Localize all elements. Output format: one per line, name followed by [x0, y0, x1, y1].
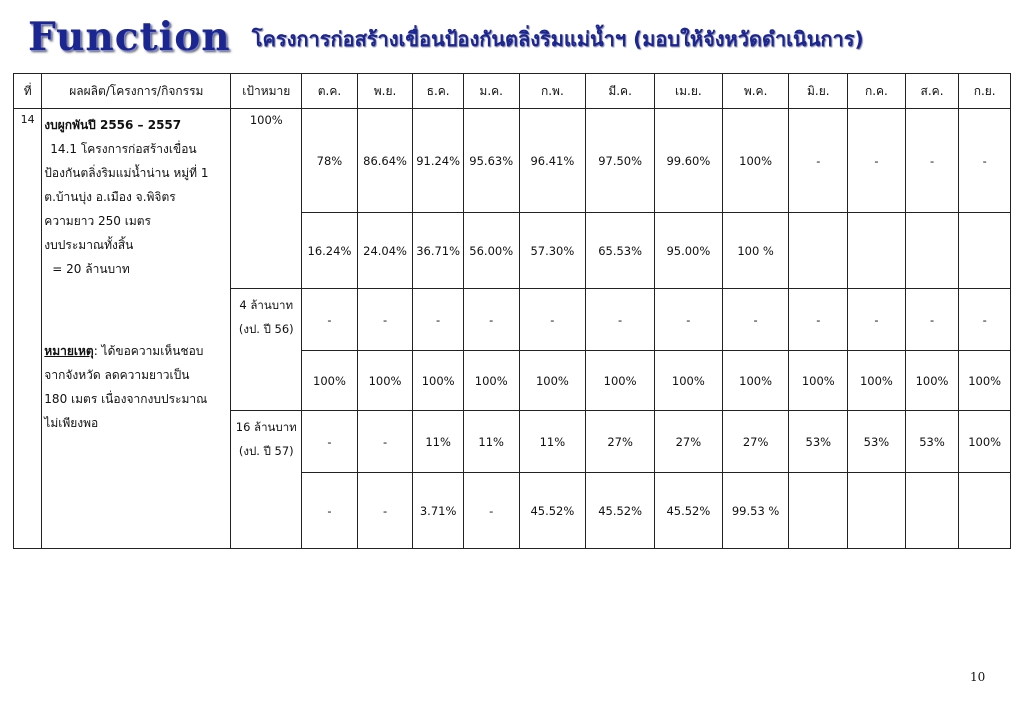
- column-header: มี.ค.: [586, 74, 655, 109]
- table-cell: 11%: [463, 411, 519, 473]
- target-line: (งป. ปี 56): [238, 322, 294, 336]
- table-cell: 100%: [848, 351, 906, 411]
- table-cell: 99.60%: [655, 109, 723, 213]
- table-row: [14, 109, 1011, 213]
- table-cell: 53%: [789, 411, 848, 473]
- table-cell: -: [463, 473, 519, 549]
- table-cell: 45.52%: [519, 473, 586, 549]
- table-cell: 27%: [586, 411, 655, 473]
- table-cell: 100%: [722, 351, 789, 411]
- column-header: ที่: [14, 74, 42, 109]
- schedule-table: [13, 73, 1011, 549]
- product-line: ป้องกันตลิ่งริมแม่น้ำน่าน หมู่ที่ 1: [44, 166, 209, 180]
- product-line: 14.1 โครงการก่อสร้างเขื่อน: [50, 142, 197, 156]
- table-cell: 57.30%: [519, 213, 586, 289]
- table-cell: 100%: [655, 351, 723, 411]
- table-cell: 100%: [463, 351, 519, 411]
- budget-heading: งบผูกพันปี 2556 – 2557: [44, 118, 182, 132]
- table-cell: -: [302, 473, 358, 549]
- note-line: 180 เมตร เนื่องจากงบประมาณ: [44, 392, 208, 406]
- table-cell: 56.00%: [463, 213, 519, 289]
- table-cell: -: [959, 289, 1011, 351]
- table-cell: 100%: [413, 351, 464, 411]
- table-cell: [905, 213, 959, 289]
- note-label: หมายเหตุ: [44, 344, 94, 358]
- table-cell: 100%: [905, 351, 959, 411]
- table-cell: -: [463, 289, 519, 351]
- column-header: พ.ค.: [722, 74, 789, 109]
- table-cell: 100%: [959, 411, 1011, 473]
- table-cell: -: [905, 109, 959, 213]
- table-cell: -: [789, 109, 848, 213]
- table-cell: 53%: [848, 411, 906, 473]
- table-cell: 96.41%: [519, 109, 586, 213]
- page-header: [28, 10, 864, 64]
- table-cell: [789, 473, 848, 549]
- table-cell: 27%: [655, 411, 723, 473]
- column-header: ก.ย.: [959, 74, 1011, 109]
- product-line: ความยาว 250 เมตร: [44, 214, 152, 228]
- table-cell: -: [789, 289, 848, 351]
- table-cell: -: [848, 289, 906, 351]
- column-header: พ.ย.: [357, 74, 413, 109]
- column-header: ต.ค.: [302, 74, 358, 109]
- target-value: [231, 411, 302, 549]
- target-value: 100%: [231, 109, 302, 289]
- table-cell: [905, 473, 959, 549]
- note-text: : ได้ขอความเห็นชอบ: [93, 344, 204, 358]
- table-cell: 45.52%: [655, 473, 723, 549]
- column-header: เม.ย.: [655, 74, 723, 109]
- table-cell: -: [655, 289, 723, 351]
- column-header: ม.ค.: [463, 74, 519, 109]
- table-cell: 53%: [905, 411, 959, 473]
- target-line: (งป. ปี 57): [238, 444, 294, 458]
- page-subtitle: โครงการก่อสร้างเขื่อนป้องกันตลิ่งริมแม่น้ำฯ (มอบให้จังหวัดดำเนินการ): [251, 27, 864, 51]
- table-cell: 45.52%: [586, 473, 655, 549]
- table-cell: -: [357, 411, 413, 473]
- table-cell: [848, 473, 906, 549]
- product-line: = 20 ล้านบาท: [52, 262, 130, 276]
- spacer: [44, 281, 228, 339]
- product-description: [42, 109, 231, 549]
- table-cell: 16.24%: [302, 213, 358, 289]
- column-header: ก.ค.: [848, 74, 906, 109]
- table-cell: -: [357, 289, 413, 351]
- note-line: จากจังหวัด ลดความยาวเป็น: [44, 368, 190, 382]
- table-cell: 78%: [302, 109, 358, 213]
- table-cell: 97.50%: [586, 109, 655, 213]
- table-cell: -: [357, 473, 413, 549]
- column-header: ธ.ค.: [413, 74, 464, 109]
- target-value: [231, 289, 302, 411]
- table-cell: 100%: [789, 351, 848, 411]
- table-cell: -: [848, 109, 906, 213]
- table-cell: 100%: [357, 351, 413, 411]
- table-cell: [959, 473, 1011, 549]
- product-line: ต.บ้านบุ่ง อ.เมือง จ.พิจิตร: [44, 190, 176, 204]
- note-line: [44, 339, 228, 363]
- target-line: 16 ล้านบาท: [235, 420, 297, 434]
- product-line: งบประมาณทั้งสิ้น: [44, 238, 134, 252]
- table-cell: -: [722, 289, 789, 351]
- table-cell: 91.24%: [413, 109, 464, 213]
- table-cell: 36.71%: [413, 213, 464, 289]
- column-header: มิ.ย.: [789, 74, 848, 109]
- table-cell: -: [519, 289, 586, 351]
- column-header: ผลผลิต/โครงการ/กิจกรรม: [42, 74, 231, 109]
- table-cell: -: [905, 289, 959, 351]
- table-cell: [848, 213, 906, 289]
- item-number: 14: [14, 109, 42, 549]
- note-line: ไม่เพียงพอ: [44, 416, 99, 430]
- table-cell: -: [586, 289, 655, 351]
- table-cell: 99.53 %: [722, 473, 789, 549]
- table-cell: 11%: [413, 411, 464, 473]
- page-number: 10: [970, 670, 986, 684]
- table-cell: -: [302, 289, 358, 351]
- table-cell: 95.00%: [655, 213, 723, 289]
- table-cell: 100%: [302, 351, 358, 411]
- table-cell: 86.64%: [357, 109, 413, 213]
- table-cell: 100%: [586, 351, 655, 411]
- table-header-row: [14, 74, 1011, 109]
- table-cell: -: [959, 109, 1011, 213]
- table-cell: -: [413, 289, 464, 351]
- table-cell: 100%: [959, 351, 1011, 411]
- target-line: 4 ล้านบาท: [239, 298, 294, 312]
- table-cell: 100%: [519, 351, 586, 411]
- column-header: ส.ค.: [905, 74, 959, 109]
- table-cell: 65.53%: [586, 213, 655, 289]
- table-cell: 100%: [722, 109, 789, 213]
- column-header: ก.พ.: [519, 74, 586, 109]
- table-cell: -: [302, 411, 358, 473]
- table-cell: [959, 213, 1011, 289]
- page-title: Function: [28, 14, 231, 60]
- table-cell: 100 %: [722, 213, 789, 289]
- table-cell: 3.71%: [413, 473, 464, 549]
- table-cell: 27%: [722, 411, 789, 473]
- table-cell: 24.04%: [357, 213, 413, 289]
- table-cell: 11%: [519, 411, 586, 473]
- table-cell: 95.63%: [463, 109, 519, 213]
- table-cell: [789, 213, 848, 289]
- column-header: เป้าหมาย: [231, 74, 302, 109]
